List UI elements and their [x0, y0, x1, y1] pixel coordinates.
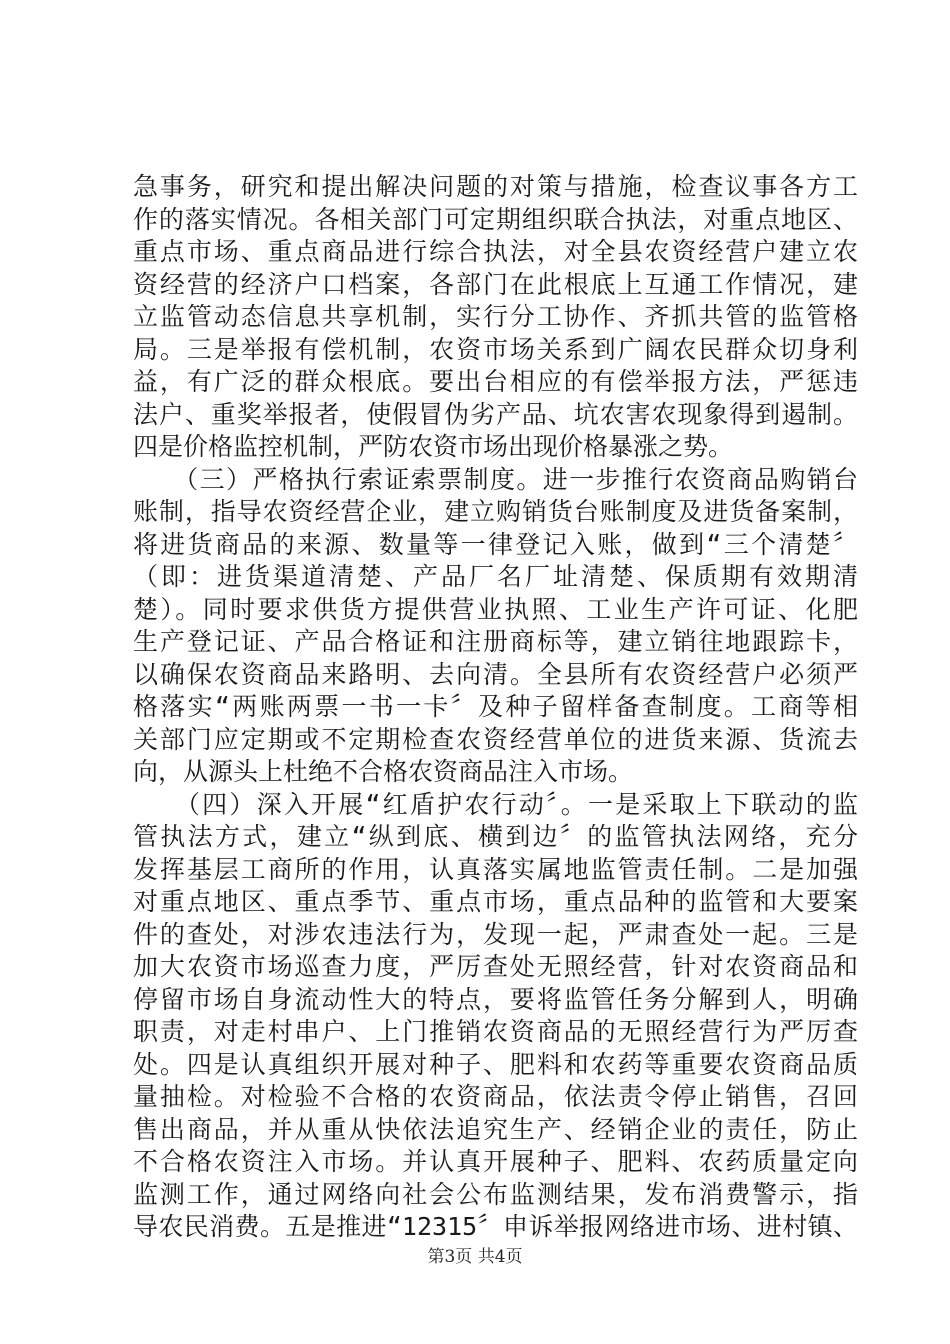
text-line: 生产登记证、产品合格证和注册商标等，建立销往地跟踪卡， — [133, 627, 858, 656]
text-line: 法户、重奖举报者，使假冒伪劣产品、坑农害农现象得到遏制。 — [133, 399, 858, 429]
text-line: 益，有广泛的群众根底。要出台相应的有偿举报方法，严惩违 — [133, 367, 858, 396]
text-line: 作的落实情况。各相关部门可定期组织联合执法，对重点地区、 — [133, 204, 858, 234]
text-line: 以确保农资商品来路明、去向清。全县所有农资经营户必须严 — [133, 659, 858, 689]
text-line: 格落实“两账两票一书一卡〞及种子留样备查制度。工商等相 — [133, 692, 858, 721]
text-line: 发挥基层工商所的作用，认真落实属地监管责任制。二是加强 — [133, 854, 858, 884]
text-line: 职责，对走村串户、上门推销农资商品的无照经营行为严厉查 — [133, 1017, 858, 1046]
text-line: 停留市场自身流动性大的特点，要将监管任务分解到人，明确 — [133, 984, 858, 1014]
text-line: （三）严格执行索证索票制度。进一步推行农资商品购销台 — [133, 464, 858, 494]
text-line: 楚）。同时要求供货方提供营业执照、工业生产许可证、化肥 — [133, 594, 858, 624]
body-text — [133, 171, 858, 1244]
text-line: 管执法方式，建立“纵到底、横到边〞的监管执法网络，充分 — [133, 822, 858, 851]
text-line: 加大农资市场巡查力度，严厉查处无照经营，针对农资商品和 — [133, 952, 858, 981]
text-line: 账制，指导农资经营企业，建立购销货台账制度及进货备案制， — [133, 497, 858, 526]
text-line: 件的查处，对涉农违法行为，发现一起，严肃查处一起。三是 — [133, 919, 858, 949]
text-line: 立监管动态信息共享机制，实行分工协作、齐抓共管的监管格 — [133, 302, 858, 331]
text-line: 重点市场、重点商品进行综合执法，对全县农资经营户建立农 — [133, 237, 858, 266]
text-line: 将进货商品的来源、数量等一律登记入账，做到“三个清楚〞 — [133, 529, 858, 559]
text-line: 资经营的经济户口档案，各部门在此根底上互通工作情况，建 — [133, 269, 858, 299]
text-line: （四）深入开展“红盾护农行动〞。一是采取上下联动的监 — [133, 789, 858, 819]
text-line: 急事务，研究和提出解决问题的对策与措施，检查议事各方工 — [133, 172, 858, 201]
text-line: 不合格农资注入市场。并认真开展种子、肥料、农药质量定向 — [133, 1147, 858, 1176]
text-line: 局。三是举报有偿机制，农资市场关系到广阔农民群众切身利 — [133, 334, 858, 364]
text-line: 售出商品，并从重从快依法追究生产、经销企业的责任，防止 — [133, 1114, 858, 1144]
page-number-footer: 第3页 共4页 — [427, 1247, 523, 1267]
text-line: 向，从源头上杜绝不合格农资商品注入市场。 — [133, 757, 634, 786]
text-line: 监测工作，通过网络向社会公布监测结果，发布消费警示，指 — [133, 1179, 858, 1209]
text-line: 导农民消费。五是推进“12315〞申诉举报网络进市场、进村镇、 — [133, 1212, 858, 1241]
text-line: （即：进货渠道清楚、产品厂名厂址清楚、保质期有效期清 — [133, 562, 858, 591]
text-line: 处。四是认真组织开展对种子、肥料和农药等重要农资商品质 — [133, 1049, 858, 1079]
text-line: 对重点地区、重点季节、重点市场，重点品种的监管和大要案 — [133, 887, 858, 916]
text-line: 四是价格监控机制，严防农资市场出现价格暴涨之势。 — [133, 432, 734, 461]
text-line: 关部门应定期或不定期检查农资经营单位的进货来源、货流去 — [133, 724, 858, 754]
text-line: 量抽检。对检验不合格的农资商品，依法责令停止销售，召回 — [133, 1082, 858, 1111]
